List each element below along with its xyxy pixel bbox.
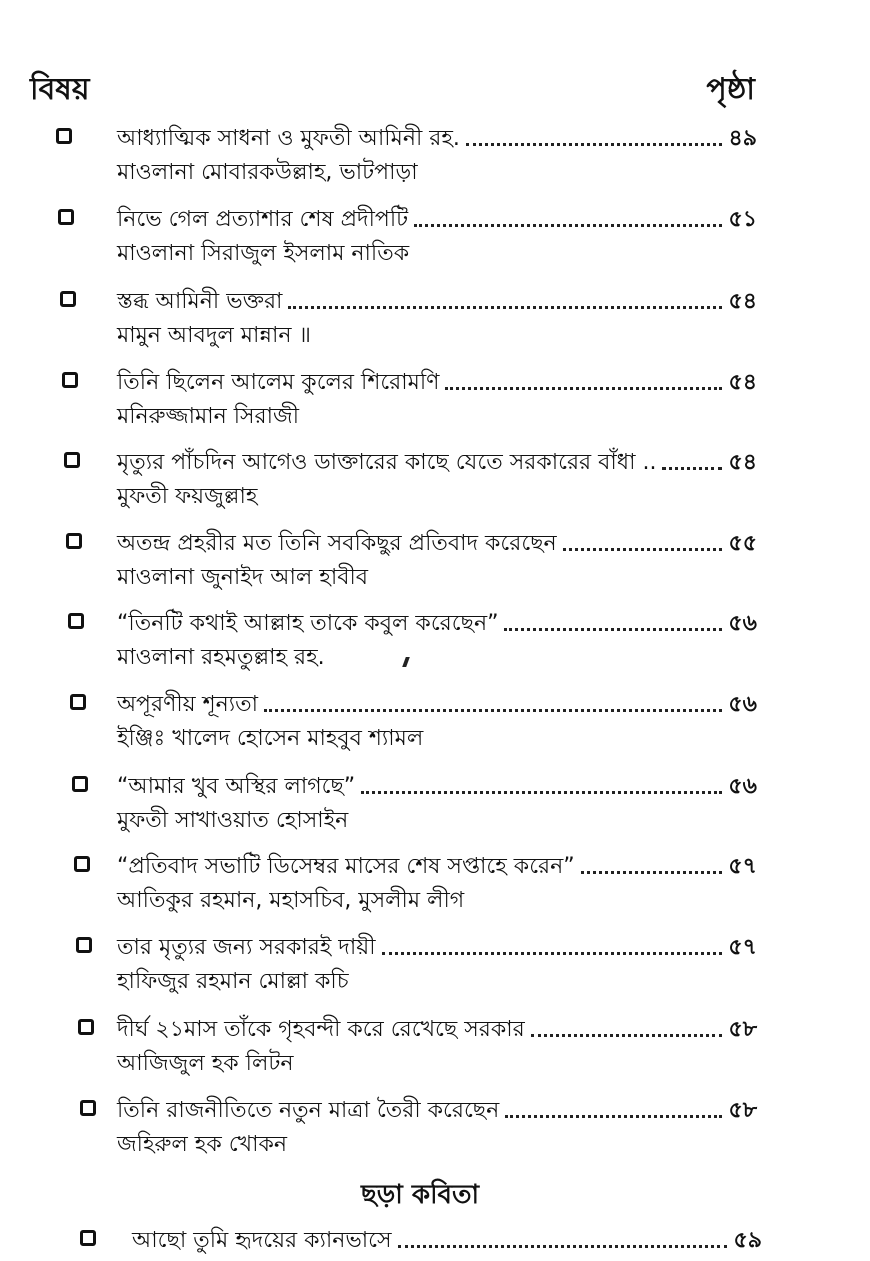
- checkbox-square-icon: [62, 372, 78, 388]
- toc-author: জহিরুল হক খোকন: [117, 1132, 288, 1157]
- toc-entry: [0, 199, 870, 281]
- section-heading: ছড়া কবিতা: [360, 1180, 480, 1210]
- toc-author: মাওলানা সিরাজুল ইসলাম নাতিক: [117, 241, 410, 266]
- toc-title: তার মৃত্যুর জন্য সরকারই দায়ী: [117, 935, 376, 960]
- toc-author: মুফতী ফয়জুল্লাহ: [117, 484, 258, 509]
- toc-title-row: [117, 1009, 757, 1045]
- toc-title-row: [117, 766, 757, 802]
- checkbox-square-icon: [58, 209, 74, 225]
- checkbox-square-icon: [66, 533, 82, 549]
- checkbox-square-icon: [56, 128, 72, 144]
- checkbox-square-icon: [64, 452, 80, 468]
- toc-author: হাফিজুর রহমান মোল্লা কচি: [117, 969, 349, 994]
- toc-page-number: ৫৮: [728, 1017, 757, 1042]
- checkbox-square-icon: [68, 613, 84, 629]
- toc-page-number: ৫৭: [728, 935, 757, 960]
- toc-author: আজিজুল হক লিটন: [117, 1051, 294, 1076]
- toc-entry: [0, 766, 870, 848]
- checkbox-square-icon: [78, 1019, 94, 1035]
- toc-author: ইঞ্জিঃ খালেদ হোসেন মাহবুব শ্যামল: [117, 726, 424, 751]
- toc-author: মনিরুজ্জামান সিরাজী: [117, 404, 299, 429]
- toc-entry: [0, 442, 870, 524]
- toc-author: মামুন আবদুল মান্নান ॥: [117, 323, 311, 348]
- toc-author: মাওলানা মোবারকউল্লাহ, ভাটপাড়া: [117, 160, 418, 185]
- toc-title: অপূরণীয় শূন্যতা: [117, 692, 259, 717]
- toc-entry: [0, 603, 870, 685]
- toc-title: অতন্দ্র প্রহরীর মত তিনি সবকিছুর প্রতিবাদ করেছেন: [117, 531, 557, 556]
- toc-entry: [0, 1220, 870, 1260]
- toc-title: “আমার খুব অস্থির লাগছে”: [117, 774, 356, 799]
- toc-author: মাওলানা রহমতুল্লাহ রহ.: [117, 645, 325, 670]
- toc-title-row: [117, 118, 757, 154]
- toc-page-number: ৫৯: [733, 1228, 762, 1253]
- toc-title-row: [117, 523, 757, 559]
- dot-leader: [505, 1115, 722, 1118]
- toc-title: আধ্যাত্মিক সাধনা ও মুফতী আমিনী রহ.: [117, 126, 460, 151]
- toc-entry: [0, 281, 870, 363]
- toc-title: আছো তুমি হৃদয়ের ক্যানভাসে: [132, 1228, 392, 1253]
- toc-entry: [0, 846, 870, 928]
- checkbox-square-icon: [70, 694, 86, 710]
- toc-page-number: ৫৪: [728, 370, 757, 395]
- toc-title-row: [117, 846, 757, 882]
- checkbox-square-icon: [80, 1230, 96, 1246]
- toc-page-number: ৪৯: [728, 126, 757, 151]
- toc-page-number: ৫১: [728, 207, 757, 232]
- toc-title: “তিনটি কথাই আল্লাহ তাকে কবুল করেছেন”: [117, 611, 499, 636]
- toc-entry: [0, 927, 870, 1009]
- dot-leader: [466, 143, 723, 146]
- dot-leader: [414, 224, 722, 227]
- toc-title: তিনি রাজনীতিতে নতুন মাত্রা তৈরী করেছেন: [117, 1098, 500, 1123]
- dot-leader: [531, 1034, 723, 1037]
- toc-title-row: [117, 362, 757, 398]
- toc-title: তিনি ছিলেন আলেম কুলের শিরোমণি: [117, 370, 440, 395]
- toc-title-row: [117, 927, 757, 963]
- toc-title: “প্রতিবাদ সভাটি ডিসেম্বর মাসের শেষ সপ্তাহে করেন”: [117, 854, 575, 879]
- checkbox-square-icon: [80, 1100, 96, 1116]
- dot-leader: [662, 467, 722, 470]
- toc-title: নিভে গেল প্রত্যাশার শেষ প্রদীপটি: [117, 207, 409, 232]
- toc-page-number: ৫৬: [728, 611, 757, 636]
- dot-leader: [398, 1245, 728, 1248]
- toc-page-number: ৫৪: [728, 289, 757, 314]
- page-header: পৃষ্ঠা: [706, 72, 755, 107]
- checkbox-square-icon: [74, 856, 90, 872]
- dot-leader: [361, 791, 722, 794]
- toc-page-number: ৫৬: [728, 692, 757, 717]
- dot-leader: [504, 628, 722, 631]
- toc-title: মৃত্যুর পাঁচদিন আগেও ডাক্তারের কাছে যেতে সরকারের বাঁধা ..: [117, 450, 657, 475]
- toc-page-number: ৫৪: [728, 450, 757, 475]
- toc-page-number: ৫৫: [728, 531, 757, 556]
- toc-entry: [0, 523, 870, 605]
- toc-author: মুফতী সাখাওয়াত হোসাইন: [117, 808, 349, 833]
- dot-leader: [445, 387, 722, 390]
- toc-author: মাওলানা জুনাইদ আল হাবীব: [117, 565, 369, 590]
- toc-entry: [0, 362, 870, 444]
- toc-title-row: [117, 281, 757, 317]
- toc-author: আতিকুর রহমান, মহাসচিব, মুসলীম লীগ: [117, 888, 465, 913]
- toc-title: স্তব্ধ আমিনী ভক্তরা: [117, 289, 283, 314]
- toc-title-row: [117, 603, 757, 639]
- dot-leader: [581, 871, 723, 874]
- dot-leader: [563, 548, 723, 551]
- checkbox-square-icon: [60, 291, 76, 307]
- dot-leader: [382, 952, 723, 955]
- toc-entry: [0, 118, 870, 200]
- toc-page-number: ৫৭: [728, 854, 757, 879]
- dot-leader: [288, 306, 722, 309]
- checkbox-square-icon: [72, 776, 88, 792]
- checkbox-square-icon: [76, 937, 92, 953]
- toc-page-number: ৫৬: [728, 774, 757, 799]
- toc-entry: [0, 1090, 870, 1172]
- toc-title-row: [117, 684, 757, 720]
- toc-title: দীর্ঘ ২১মাস তাঁকে গৃহবন্দী করে রেখেছে সরকার: [117, 1017, 525, 1042]
- toc-title-row: [117, 199, 757, 235]
- toc-title-row: [117, 442, 757, 478]
- toc-entry: [0, 684, 870, 766]
- dot-leader: [264, 709, 722, 712]
- subject-header: বিষয়: [30, 72, 90, 107]
- toc-title-row: [117, 1090, 757, 1126]
- toc-page-number: ৫৮: [728, 1098, 757, 1123]
- toc-title-row: [132, 1220, 762, 1256]
- toc-entry: [0, 1009, 870, 1091]
